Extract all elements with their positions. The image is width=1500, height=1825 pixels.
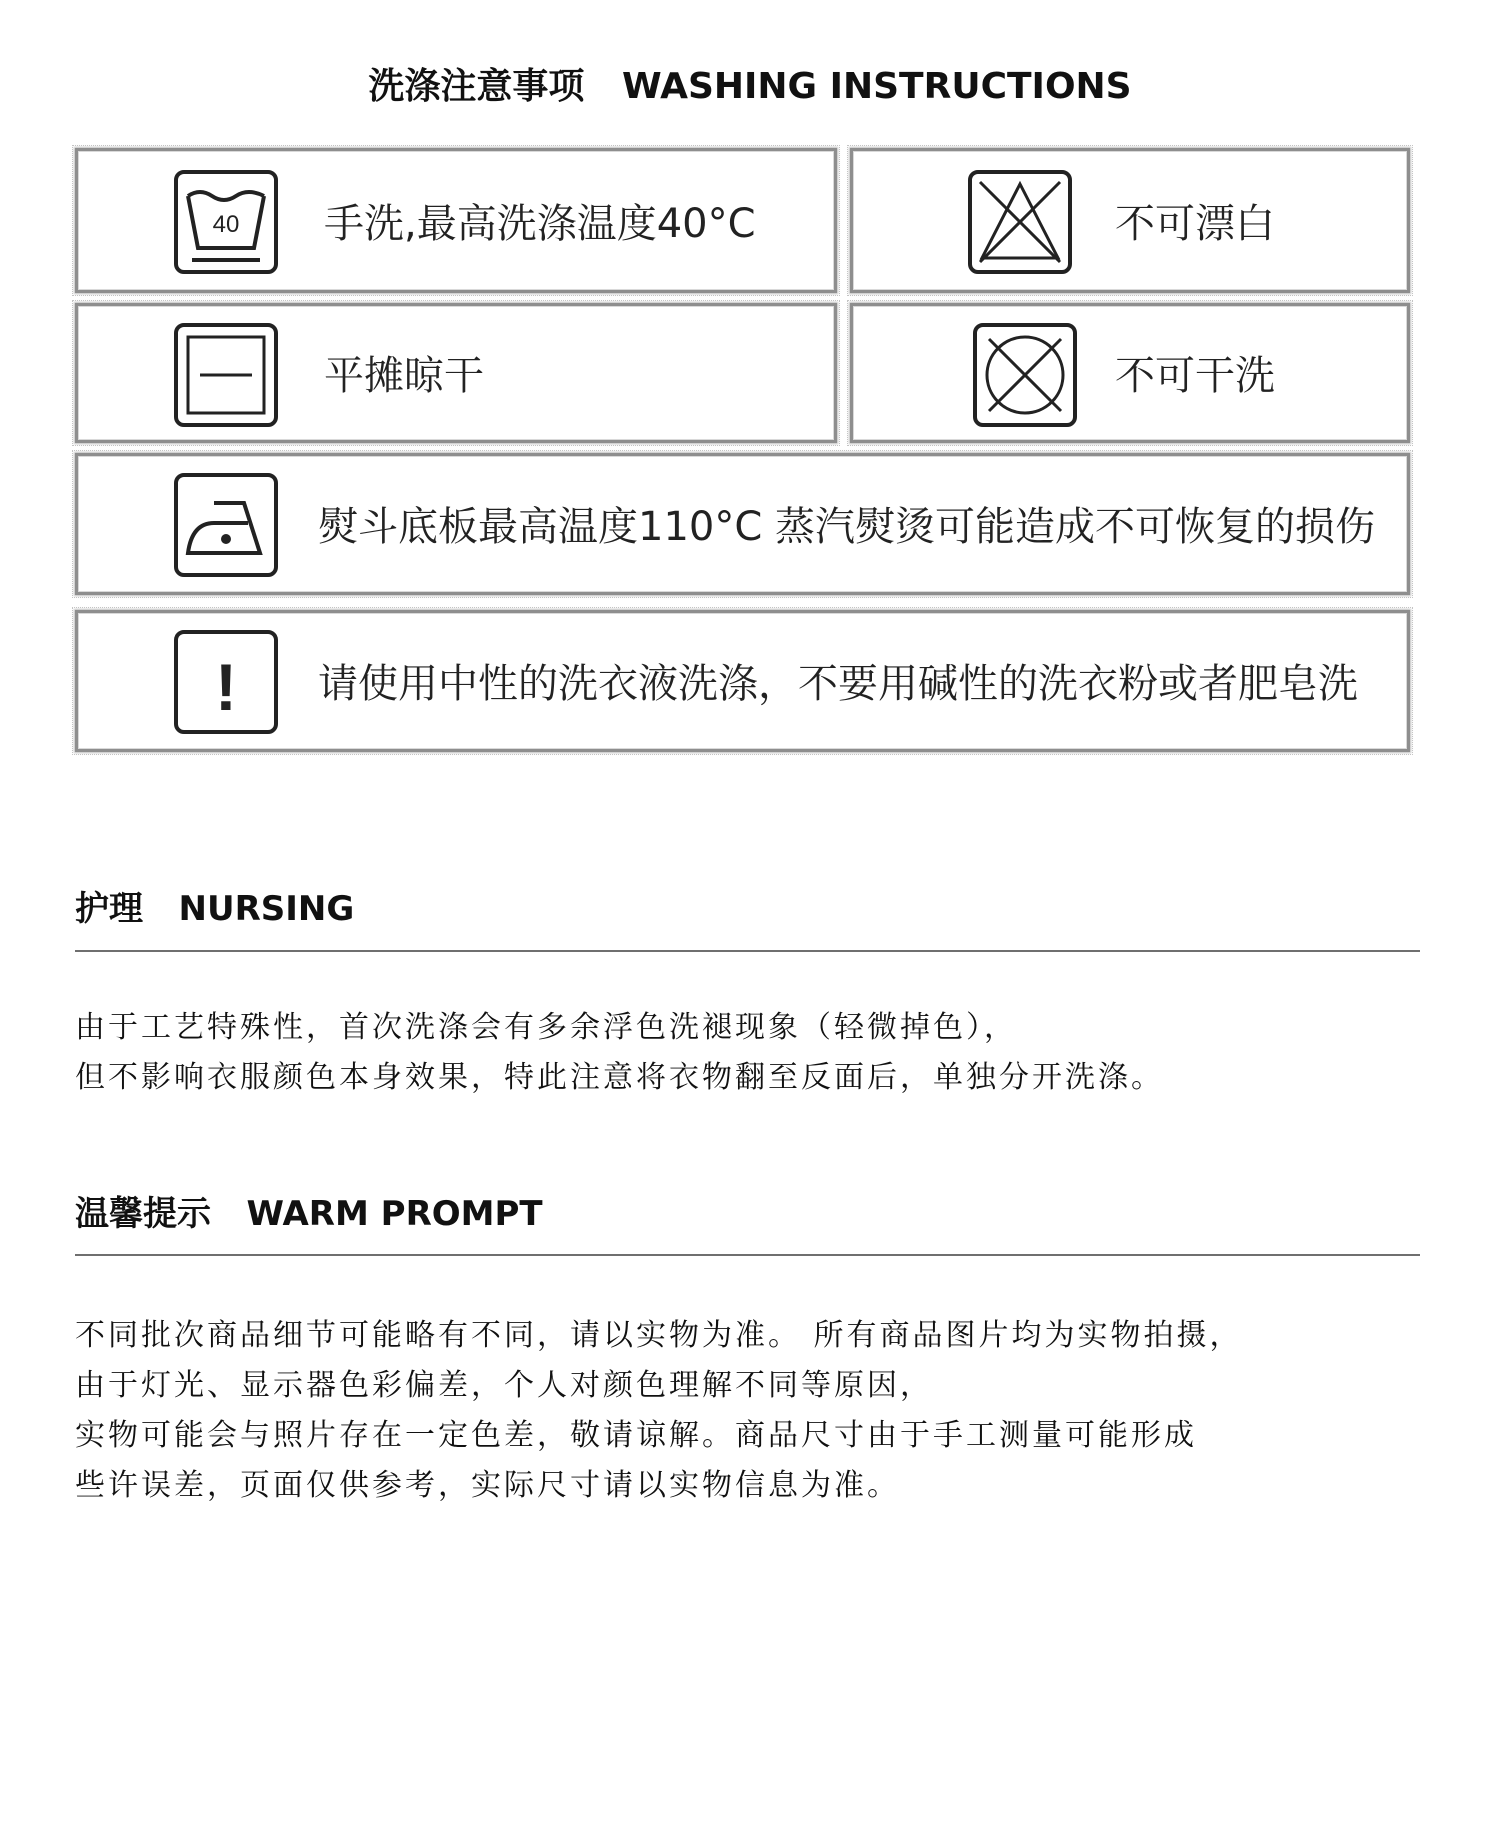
warm-prompt-line: 实物可能会与照片存在一定色差，敬请谅解。商品尺寸由于手工测量可能形成 (75, 1418, 1197, 1453)
warm-prompt-heading: 温馨提示 WARM PROMPT (75, 1194, 543, 1234)
care-item-dry-flat (75, 303, 837, 443)
nursing-line: 由于工艺特殊性，首次洗涤会有多余浮色洗褪现象（轻微掉色）， (75, 1010, 1017, 1045)
care-item-ironing (75, 453, 1410, 595)
iron-medium-icon (174, 473, 278, 577)
care-item-warning (75, 610, 1410, 752)
care-item-text: 不可漂白 (1115, 201, 1275, 247)
nursing-heading: 护理 NURSING (75, 889, 355, 929)
warm-prompt-line: 不同批次商品细节可能略有不同，请以实物为准。 所有商品图片均为实物拍摄， (75, 1318, 1243, 1353)
warm-prompt-divider (75, 1254, 1420, 1256)
care-item-text: 平摊晾干 (324, 353, 484, 399)
warm-prompt-line: 些许误差，页面仅供参考，实际尺寸请以实物信息为准。 (75, 1468, 900, 1503)
care-item-text: 熨斗底板最高温度110°C 蒸汽熨烫可能造成不可恢复的损伤 (318, 504, 1375, 550)
care-label-grid (75, 148, 1410, 758)
nursing-line: 但不影响衣服颜色本身效果，特此注意将衣物翻至反面后，单独分开洗涤。 (75, 1060, 1164, 1095)
care-item-hand-wash (75, 148, 837, 293)
care-item-text: 请使用中性的洗衣液洗涤，不要用碱性的洗衣粉或者肥皂洗 (318, 661, 1358, 707)
page-title: 洗涤注意事项 WASHING INSTRUCTIONS (368, 66, 1132, 107)
care-item-no-bleach (850, 148, 1410, 293)
nursing-divider (75, 950, 1420, 952)
care-item-text: 手洗,最高洗涤温度40°C (324, 201, 756, 247)
care-item-no-dry-clean (850, 303, 1410, 443)
no-dry-clean-icon (973, 323, 1077, 427)
no-bleach-icon (968, 170, 1072, 274)
warm-prompt-line: 由于灯光、显示器色彩偏差，个人对颜色理解不同等原因， (75, 1368, 933, 1403)
care-item-text: 不可干洗 (1115, 353, 1275, 399)
dry-flat-icon (174, 323, 278, 427)
hand-wash-temperature: 40 (212, 211, 240, 238)
nursing-paragraph (75, 1003, 1455, 1103)
warning-icon (174, 630, 278, 734)
warning-mark: ! (215, 650, 237, 724)
hand-wash-40-icon (174, 170, 278, 274)
warm-prompt-paragraph (75, 1311, 1455, 1511)
